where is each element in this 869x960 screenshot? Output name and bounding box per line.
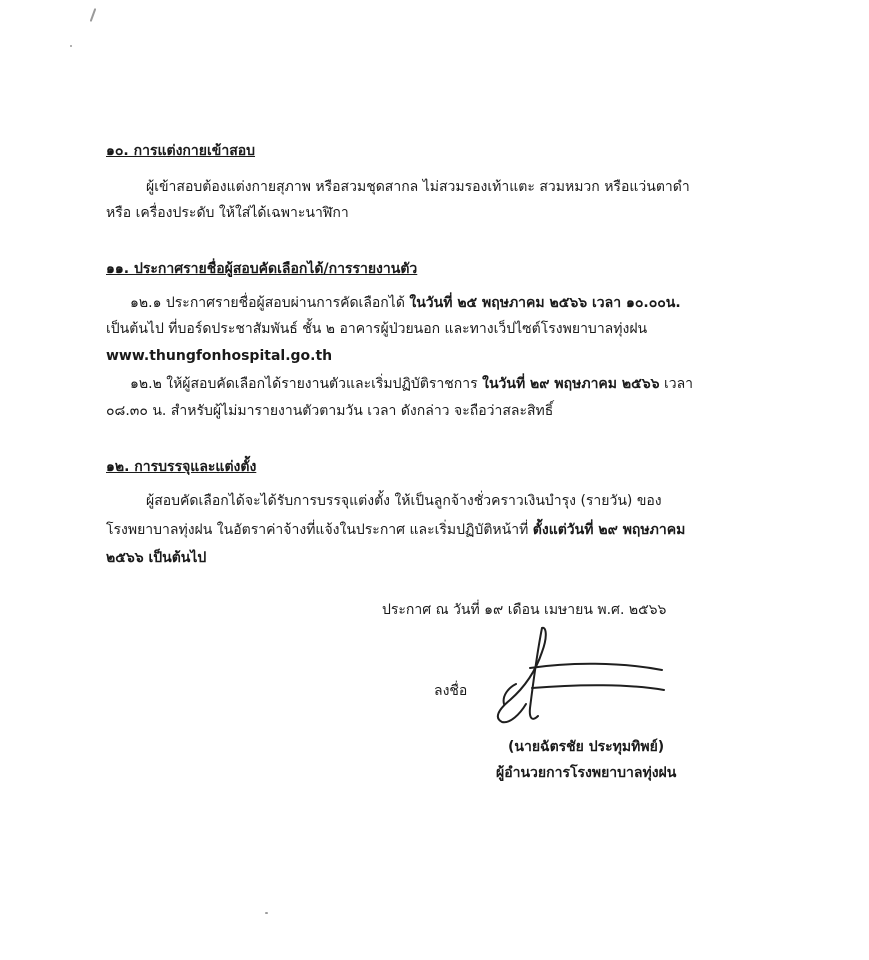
announcement-date: ประกาศ ณ วันที่ ๑๙ เดือน เมษายน พ.ศ. ๒๕๖๖ [382,602,667,618]
line-text: โรงพยาบาลทุ่งฝน ในอัตราค่าจ้างที่แจ้งในประกาศ และเริ่มปฏิบัติหน้าที่ [106,522,533,538]
scan-speck [265,912,268,914]
paragraph-line: ผู้เข้าสอบต้องแต่งกายสุภาพ หรือสวมชุดสากล ไม่สวมรองเท้าแตะ สวมหมวก หรือแว่นตาดำ [146,179,690,195]
paragraph-line: หรือ เครื่องประดับ ให้ใส่ได้เฉพาะนาฬิกา [106,205,349,221]
paragraph-line: ผู้สอบคัดเลือกได้จะได้รับการบรรจุแต่งตั้ง ให้เป็นลูกจ้างชั่วคราวเงินบำรุง (รายวัน) ของ [146,493,662,509]
section-heading-appointment: ๑๒. การบรรจุและแต่งตั้ง [106,459,257,475]
signatory-name: (นายฉัตรชัย ประทุมทิพย์) [508,739,665,755]
website-url: www.thungfonhospital.go.th [106,348,333,364]
paragraph-line [106,523,685,537]
line-text: ๑๒.๑ ประกาศรายชื่อผู้สอบผ่านการคัดเลือกได้ [130,295,410,311]
line-bold-text: ในวันที่ ๒๙ พฤษภาคม ๒๕๖๖ [482,376,660,392]
scan-speck [70,45,72,47]
paragraph-line: ๐๘.๓๐ น. สำหรับผู้ไม่มารายงานตัวตามวัน เวลา ดังกล่าว จะถือว่าสละสิทธิ์ [106,403,554,419]
signatory-title: ผู้อำนวยการโรงพยาบาลทุ่งฝน [496,765,677,781]
line-bold-text: ตั้งแต่วันที่ ๒๙ พฤษภาคม [532,522,686,538]
paragraph-line [130,296,681,310]
line-text: เวลา [659,376,694,392]
sign-label: ลงชื่อ [434,683,468,699]
scan-speck [90,8,97,22]
section-heading-dress-code: ๑๐. การแต่งกายเข้าสอบ [106,143,256,159]
line-text: ๑๒.๒ ให้ผู้สอบคัดเลือกได้รายงานตัวและเริ่มปฏิบัติราชการ [130,376,483,392]
handwritten-signature [480,618,670,730]
section-heading-announcement: ๑๑. ประกาศรายชื่อผู้สอบคัดเลือกได้/การรายงานตัว [106,261,418,277]
paragraph-line: เป็นต้นไป ที่บอร์ดประชาสัมพันธ์ ชั้น ๒ อาคารผู้ป่วยนอก และทางเว็ปไซต์โรงพยาบาลทุ่งฝน [106,321,648,337]
paragraph-line: ๒๕๖๖ เป็นต้นไป [106,550,207,566]
line-bold-text: ในวันที่ ๒๕ พฤษภาคม ๒๕๖๖ เวลา ๑๐.๐๐น. [409,295,681,311]
paragraph-line [130,377,693,391]
